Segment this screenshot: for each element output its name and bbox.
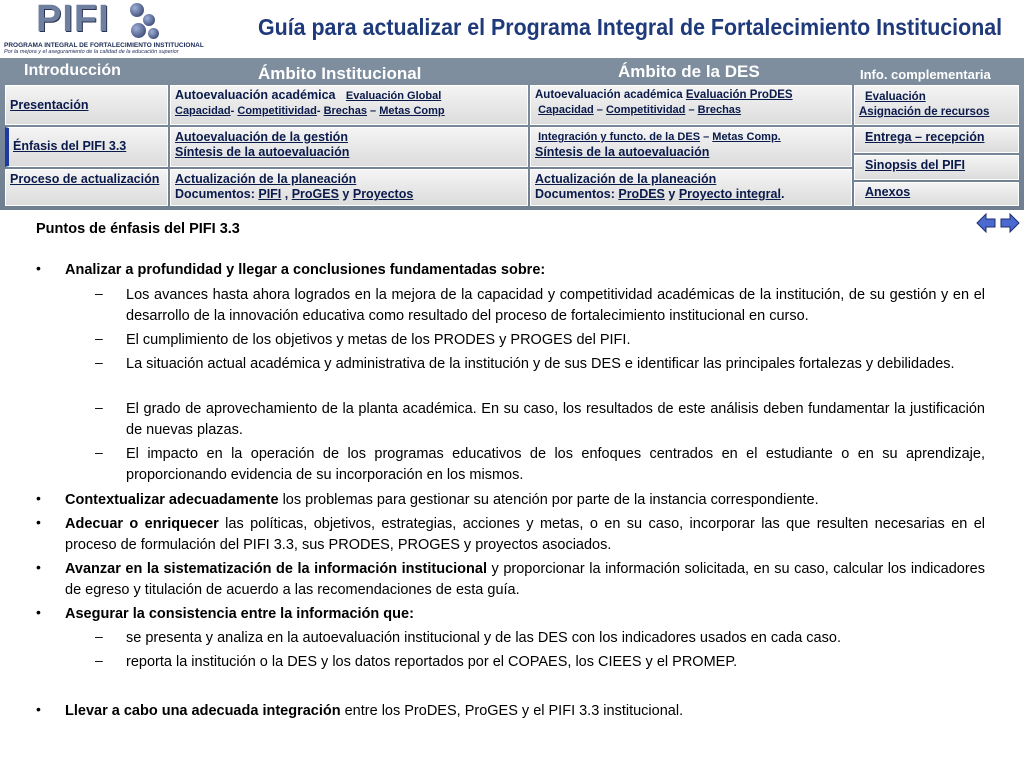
evaluacion-global-link[interactable]: Evaluación Global xyxy=(345,90,442,102)
bullet-analizar: Analizar a profundidad y llegar a conclusiones fundamentadas sobre: xyxy=(65,262,546,278)
logo-ball-icon xyxy=(130,3,144,17)
nav-info-anexos[interactable] xyxy=(854,182,1019,206)
page-arrows xyxy=(976,213,1022,233)
bullet-avanzar xyxy=(65,559,985,601)
evaluacion-link[interactable]: Evaluación xyxy=(865,91,926,103)
documentos-label: Documentos: xyxy=(175,187,255,201)
nav-inst-autoevaluacion: Autoevaluación académica Evaluación Global Capacidad- Competitividad- Brechas – Metas Comp xyxy=(170,85,528,125)
anexos-link[interactable]: Anexos xyxy=(865,185,911,199)
bullet: • xyxy=(36,514,41,530)
next-arrow-icon[interactable] xyxy=(1000,213,1020,233)
des-metas-comp-link[interactable]: Metas Comp. xyxy=(712,131,781,143)
section-title: Puntos de énfasis del PIFI 3.3 xyxy=(36,221,240,237)
plain-text: las políticas, objetivos, estrategias, acciones y metas, o en su caso, incorporar las que resulten necesarias en el proceso de formulación del PIFI 3.3, sus PRODES, PROGES y proyectos asociados. xyxy=(65,516,985,553)
nav-info-evaluacion xyxy=(854,85,1019,125)
navigation-table xyxy=(0,58,1024,210)
plain-text: y proporcionar la información solicitada, en su caso, calcular los indicadores de egreso y titulación de acuerdo a las recomendaciones de esta guía. xyxy=(65,561,985,598)
header-ambito-des: Ámbito de la DES xyxy=(618,62,760,81)
plain-text: entre los ProDES, ProGES y el PIFI 3.3 institucional. xyxy=(340,703,684,719)
nav-des-autoevaluacion: Autoevaluación académica Evaluación ProDES Capacidad – Competitividad – Brechas xyxy=(530,85,852,125)
pifi-logo xyxy=(2,0,202,58)
logo-ball-icon xyxy=(131,23,146,38)
page-title: Guía para actualizar el Programa Integral de Fortalecimiento Institucional xyxy=(258,14,1003,40)
dash: – xyxy=(95,444,103,460)
nav-info-sinopsis[interactable] xyxy=(854,155,1019,180)
proyectos-doc-link[interactable]: Proyectos xyxy=(352,187,414,201)
bullet-adecuar xyxy=(65,514,985,556)
dash: – xyxy=(95,330,103,346)
nav-enfasis[interactable] xyxy=(5,127,168,167)
sintesis-des-link[interactable]: Síntesis de la autoevaluación xyxy=(535,145,710,159)
bullet: • xyxy=(36,490,41,506)
sub-se-presenta: se presenta y analiza en la autoevaluación institucional y de las DES con los indicadores usados en cada caso. xyxy=(126,630,841,646)
dash: – xyxy=(95,399,103,415)
pifi-doc-link[interactable]: PIFI xyxy=(258,187,282,201)
des-capacidad-link[interactable]: Capacidad xyxy=(538,104,594,116)
bullet: • xyxy=(36,260,41,276)
sintesis-inst-link[interactable]: Síntesis de la autoevaluación xyxy=(175,145,350,159)
des-competitividad-link[interactable]: Competitividad xyxy=(605,104,686,116)
nav-proceso[interactable] xyxy=(5,169,168,206)
metas-comp-link[interactable]: Metas Comp xyxy=(379,105,445,117)
logo-ball-icon xyxy=(148,28,159,39)
sub-cumplimiento: El cumplimiento de los objetivos y metas de los PRODES y PROGES del PIFI. xyxy=(126,332,631,348)
header-ambito-institucional: Ámbito Institucional xyxy=(258,64,422,83)
bold-text: Avanzar en la sistematización de la información institucional xyxy=(65,561,487,577)
enfasis-link[interactable]: Énfasis del PIFI 3.3 xyxy=(13,139,127,153)
header-info-complementaria: Info. complementaria xyxy=(860,67,991,82)
previous-arrow-icon[interactable] xyxy=(976,213,996,233)
logo-tagline: Por la mejora y el aseguramiento de la calidad de la educación superior xyxy=(4,49,179,55)
bold-text: Llevar a cabo una adecuada integración xyxy=(65,703,341,719)
dash: – xyxy=(95,285,103,301)
logo-letters: PIFI xyxy=(36,0,110,40)
nav-des-planeacion: Actualización de la planeación Documentos: ProDES y Proyecto integral. xyxy=(530,169,852,206)
nav-info-entrega[interactable] xyxy=(854,127,1019,153)
presentacion-link[interactable]: Presentación xyxy=(10,98,89,112)
entrega-recepcion-link[interactable]: Entrega – recepción xyxy=(865,130,985,144)
bold-text: Adecuar o enriquecer xyxy=(65,516,219,532)
bullet: • xyxy=(36,559,41,575)
plain-text: los problemas para gestionar su atención por parte de la instancia correspondiente. xyxy=(278,492,819,508)
sub-avances: Los avances hasta ahora logrados en la mejora de la capacidad y competitividad académicas de la institución, de su gestión y en el desarrollo de la innovación educativa como resultado del proceso de fortalecimiento institucional en curso. xyxy=(126,287,985,324)
integracion-des-link[interactable]: Integración y functo. de la DES xyxy=(538,131,701,143)
des-autoeval-label: Autoevaluación académica xyxy=(535,89,683,101)
proges-doc-link[interactable]: ProGES xyxy=(291,187,339,201)
actualizacion-inst-link[interactable]: Actualización de la planeación xyxy=(175,172,357,186)
header xyxy=(0,0,1024,58)
logo-subtitle: PROGRAMA INTEGRAL DE FORTALECIMIENTO INSTITUCIONAL xyxy=(4,42,204,49)
autoeval-gestion-link[interactable]: Autoevaluación de la gestión xyxy=(175,130,348,144)
bullet-llevar xyxy=(65,701,985,722)
evaluacion-prodes-link[interactable]: Evaluación ProDES xyxy=(685,89,793,101)
sub-impacto: El impacto en la operación de los programas educativos de los enfoques centrados en el estudiante o en su aprendizaje, proporcionando evidencia de su incorporación en los mismos. xyxy=(126,446,985,483)
capacidad-link[interactable]: Capacidad xyxy=(175,105,231,117)
nav-des-integracion: Integración y functo. de la DES – Metas Comp. Síntesis de la autoevaluación xyxy=(530,127,852,167)
sub-situacion: La situación actual académica y administrativa de la institución y de sus DES e identificar las principales fortalezas y debilidades. xyxy=(126,356,955,372)
dash: – xyxy=(95,628,103,644)
prodes-doc-link[interactable]: ProDES xyxy=(618,187,665,201)
des-brechas-link[interactable]: Brechas xyxy=(697,104,742,116)
actualizacion-des-link[interactable]: Actualización de la planeación xyxy=(535,172,717,186)
nav-inst-planeacion: Actualización de la planeación Documentos: PIFI , ProGES y Proyectos xyxy=(170,169,528,206)
competitividad-link[interactable]: Competitividad xyxy=(237,105,317,117)
proceso-link[interactable]: Proceso de actualización xyxy=(10,172,160,186)
header-introduccion: Introducción xyxy=(24,62,121,79)
nav-presentacion[interactable] xyxy=(5,85,168,125)
asignacion-recursos-link[interactable]: Asignación de recursos xyxy=(859,106,990,118)
dash: – xyxy=(95,354,103,370)
bullet: • xyxy=(36,604,41,620)
inst-autoeval-label: Autoevaluación académica xyxy=(175,88,336,102)
sinopsis-link[interactable]: Sinopsis del PIFI xyxy=(865,158,966,172)
sub-aprovechamiento: El grado de aprovechamiento de la planta académica. En su caso, los resultados de este análisis deben fundamentar la justificación de nuevas plazas. xyxy=(126,401,985,438)
des-documentos-label: Documentos: xyxy=(535,187,615,201)
sub-reporta: reporta la institución o la DES y los datos reportados por el COPAES, los CIEES y el PROMEP. xyxy=(126,654,738,670)
bold-text: Contextualizar adecuadamente xyxy=(65,492,279,508)
brechas-link[interactable]: Brechas xyxy=(323,105,367,117)
logo-ball-icon xyxy=(143,14,155,26)
bullet-asegurar: Asegurar la consistencia entre la información que: xyxy=(65,606,414,622)
bullet-contextualizar xyxy=(65,490,985,511)
nav-inst-gestion[interactable] xyxy=(170,127,528,167)
dash: – xyxy=(95,652,103,668)
bullet: • xyxy=(36,701,41,717)
proyecto-integral-link[interactable]: Proyecto integral xyxy=(678,187,781,201)
